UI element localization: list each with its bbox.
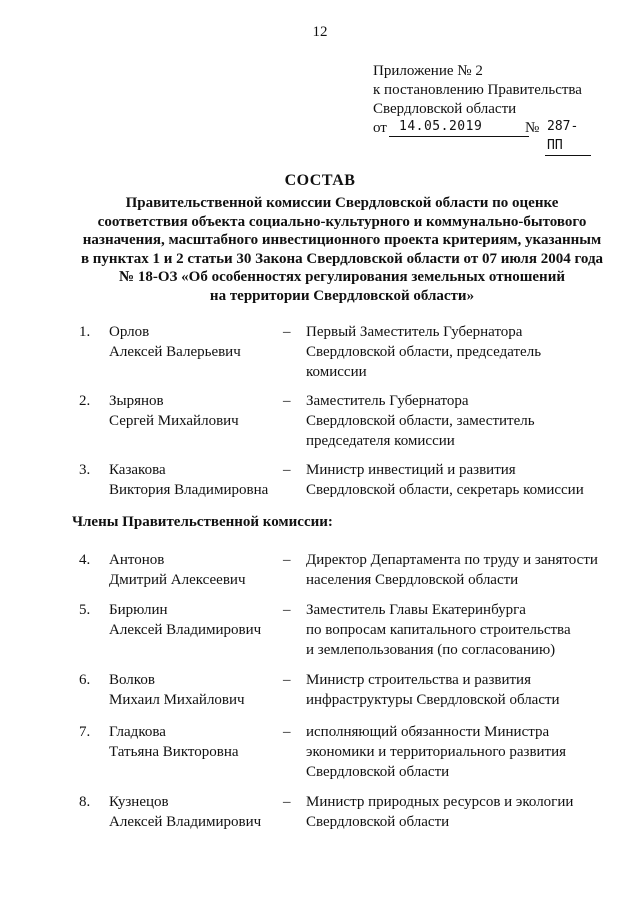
dash: – [283,672,291,688]
appendix-line-2: к постановлению Правительства [373,82,582,98]
date-prefix: от [373,120,387,136]
dash: – [283,552,291,568]
role-line: исполняющий обязанности Министра [306,724,550,740]
person-name [109,460,284,500]
role-line: по вопросам капитального строительства [306,622,571,638]
subtitle-line: назначения, масштабного инвестиционного проекта критериям, указанным [82,232,602,248]
given-names: Алексей Валерьевич [109,344,241,360]
role-line: комиссии [306,364,367,380]
person-role [306,550,626,590]
role-line: инфраструктуры Свердловской области [306,692,560,708]
dash: – [283,393,291,409]
role-line: Директор Департамента по труду и занятости [306,552,598,568]
role-line: Заместитель Губернатора [306,393,469,409]
surname: Зырянов [109,393,164,409]
item-number: 5. [79,602,91,618]
item-number: 8. [79,794,91,810]
person-role [306,322,626,382]
surname: Волков [109,672,155,688]
person-name [109,391,284,431]
item-number: 1. [79,324,91,340]
role-line: Первый Заместитель Губернатора [306,324,523,340]
given-names: Сергей Михайлович [109,413,239,429]
role-line: и землепользования (по согласованию) [306,642,556,658]
item-number: 7. [79,724,91,740]
role-line: экономики и территориального развития [306,744,567,760]
dash: – [283,724,291,740]
role-line: Свердловской области [306,764,450,780]
person-role [306,600,626,660]
role-line: Свердловской области [306,814,450,830]
subtitle-line: соответствия объекта социально-культурного и коммунально-бытового [97,213,587,230]
person-name [109,792,284,832]
page-number: 12 [312,24,328,40]
document-subtitle [72,194,612,305]
decree-number: 287-ПП [545,117,591,156]
decree-date: 14.05.2019 [389,117,529,137]
dash: – [283,324,291,340]
person-name [109,670,284,710]
person-name [109,600,284,640]
document-title: СОСТАВ [284,172,356,189]
dash: – [283,462,291,478]
given-names: Дмитрий Алексеевич [109,572,246,588]
surname: Казакова [109,462,166,478]
person-name [109,322,284,362]
number-prefix: № [525,120,540,136]
given-names: Виктория Владимировна [109,482,269,498]
role-line: Свердловской области, заместитель [306,413,535,429]
person-name [109,722,284,762]
dash: – [283,602,291,618]
person-role [306,722,626,782]
person-role [306,670,626,710]
subtitle-line: в пунктах 1 и 2 статьи 30 Закона Свердловской области от 07 июля 2004 года [80,250,604,267]
surname: Антонов [109,552,165,568]
appendix-line-1: Приложение № 2 [373,63,483,79]
subtitle-line: Правительственной комиссии Свердловской области по оценке [125,195,559,211]
given-names: Алексей Владимирович [109,622,262,638]
role-line: Свердловской области, председатель [306,344,542,360]
surname: Кузнецов [109,794,169,810]
members-heading: Члены Правительственной комиссии: [72,514,333,530]
subtitle-line: на территории Свердловской области» [209,287,475,304]
person-role [306,792,626,832]
appendix-line-3: Свердловской области [373,101,517,117]
surname: Гладкова [109,724,166,740]
person-role [306,391,626,451]
person-name [109,550,284,590]
given-names: Татьяна Викторовна [109,744,239,760]
role-line: Свердловской области, секретарь комиссии [306,482,584,498]
subtitle-line: № 18-ОЗ «Об особенностях регулирования земельных отношений [119,269,565,285]
role-line: Министр инвестиций и развития [306,462,516,478]
given-names: Алексей Владимирович [109,814,262,830]
role-line: председателя комиссии [306,433,455,449]
surname: Орлов [109,324,150,340]
item-number: 2. [79,393,91,409]
person-role [306,460,626,500]
role-line: Министр строительства и развития [306,672,531,688]
item-number: 6. [79,672,91,688]
given-names: Михаил Михайлович [109,692,245,708]
item-number: 3. [79,462,91,478]
role-line: Министр природных ресурсов и экологии [306,794,574,810]
item-number: 4. [79,552,91,568]
dash: – [283,794,291,810]
role-line: Заместитель Главы Екатеринбурга [306,602,526,618]
appendix-block [373,62,633,153]
surname: Бирюлин [109,602,168,618]
appendix-date-line [373,119,633,153]
role-line: населения Свердловской области [306,572,519,588]
